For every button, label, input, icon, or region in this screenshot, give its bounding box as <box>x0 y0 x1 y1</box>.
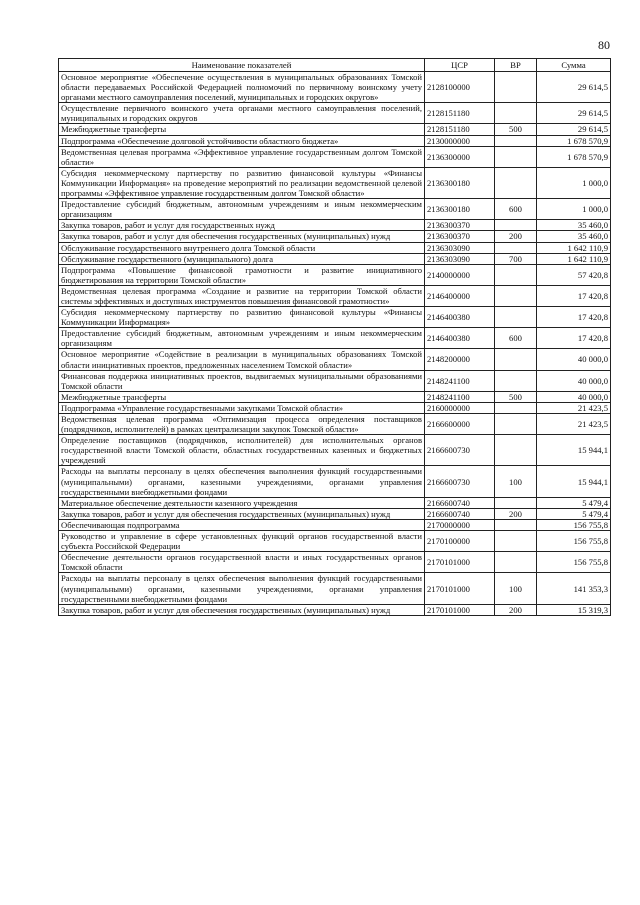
cell-sum: 156 755,8 <box>537 531 611 552</box>
cell-sum: 15 944,1 <box>537 435 611 466</box>
cell-csr: 2136303090 <box>425 253 495 264</box>
cell-csr: 2136300370 <box>425 220 495 231</box>
cell-name: Обслуживание государственного внутреннего долга Томской области <box>59 242 425 253</box>
cell-name: Расходы на выплаты персоналу в целях обеспечения выполнения функций государственными (муниципальными) органами, казенными учреждениями, органами управления государственными внебюджетными фондами <box>59 466 425 497</box>
table-row <box>59 146 611 167</box>
cell-sum: 29 614,5 <box>537 124 611 135</box>
cell-sum: 141 353,3 <box>537 573 611 604</box>
cell-sum: 156 755,8 <box>537 519 611 530</box>
header-csr: ЦСР <box>425 59 495 72</box>
cell-name: Закупка товаров, работ и услуг для государственных нужд <box>59 220 425 231</box>
cell-vr: 600 <box>495 199 537 220</box>
cell-vr <box>495 167 537 198</box>
cell-csr: 2130000000 <box>425 135 495 146</box>
cell-name: Закупка товаров, работ и услуг для обеспечения государственных (муниципальных) нужд <box>59 604 425 615</box>
cell-sum: 17 420,8 <box>537 285 611 306</box>
header-vr: ВР <box>495 59 537 72</box>
table-row <box>59 349 611 370</box>
cell-sum: 35 460,0 <box>537 220 611 231</box>
cell-vr <box>495 135 537 146</box>
cell-vr: 100 <box>495 573 537 604</box>
cell-name: Закупка товаров, работ и услуг для обеспечения государственных (муниципальных) нужд <box>59 508 425 519</box>
cell-csr: 2146400000 <box>425 285 495 306</box>
cell-sum: 57 420,8 <box>537 264 611 285</box>
cell-vr <box>495 349 537 370</box>
cell-sum: 35 460,0 <box>537 231 611 242</box>
table-row <box>59 124 611 135</box>
cell-sum: 17 420,8 <box>537 307 611 328</box>
table-row <box>59 604 611 615</box>
cell-vr: 200 <box>495 231 537 242</box>
cell-csr: 2166600740 <box>425 508 495 519</box>
table-row <box>59 103 611 124</box>
cell-name: Руководство и управление в сфере установленных функций органов государственной власти субъекта Российской Федерации <box>59 531 425 552</box>
cell-csr: 2136300000 <box>425 146 495 167</box>
cell-name: Предоставление субсидий бюджетным, автономным учреждениям и иным некоммерческим организациям <box>59 199 425 220</box>
cell-vr <box>495 414 537 435</box>
table-row <box>59 253 611 264</box>
table-header-row <box>59 59 611 72</box>
cell-vr <box>495 307 537 328</box>
cell-vr <box>495 370 537 391</box>
table-row <box>59 435 611 466</box>
cell-vr <box>495 435 537 466</box>
header-name: Наименование показателей <box>59 59 425 72</box>
cell-csr: 2166600000 <box>425 414 495 435</box>
cell-sum: 40 000,0 <box>537 391 611 402</box>
cell-vr: 500 <box>495 391 537 402</box>
cell-csr: 2166600740 <box>425 497 495 508</box>
table-row <box>59 391 611 402</box>
cell-name: Межбюджетные трансферты <box>59 391 425 402</box>
table-row <box>59 370 611 391</box>
table-row <box>59 231 611 242</box>
cell-csr: 2170100000 <box>425 531 495 552</box>
table-body <box>59 72 611 616</box>
cell-vr: 200 <box>495 604 537 615</box>
cell-csr: 2128151180 <box>425 103 495 124</box>
cell-vr: 200 <box>495 508 537 519</box>
cell-csr: 2148200000 <box>425 349 495 370</box>
cell-csr: 2170101000 <box>425 604 495 615</box>
cell-vr <box>495 552 537 573</box>
cell-csr: 2160000000 <box>425 402 495 413</box>
cell-sum: 1 642 110,9 <box>537 242 611 253</box>
cell-vr <box>495 519 537 530</box>
cell-sum: 29 614,5 <box>537 103 611 124</box>
cell-name: Обеспечивающая подпрограмма <box>59 519 425 530</box>
table-row <box>59 307 611 328</box>
cell-vr: 600 <box>495 328 537 349</box>
cell-name: Предоставление субсидий бюджетным, автономным учреждениям и иным некоммерческим организациям <box>59 328 425 349</box>
cell-csr: 2136300180 <box>425 199 495 220</box>
cell-sum: 40 000,0 <box>537 370 611 391</box>
cell-sum: 1 678 570,9 <box>537 146 611 167</box>
cell-vr <box>495 264 537 285</box>
cell-sum: 40 000,0 <box>537 349 611 370</box>
cell-name: Ведомственная целевая программа «Оптимизация процесса определения поставщиков (подрядчиков, исполнителей) в рамках централизации закупок Томской области» <box>59 414 425 435</box>
cell-vr: 500 <box>495 124 537 135</box>
cell-vr: 100 <box>495 466 537 497</box>
table-row <box>59 508 611 519</box>
table-row <box>59 242 611 253</box>
table-row <box>59 167 611 198</box>
cell-name: Субсидия некоммерческому партнерству по развитию финансовой культуры «Финансы Коммуникации Информация» <box>59 307 425 328</box>
table-row <box>59 519 611 530</box>
cell-name: Межбюджетные трансферты <box>59 124 425 135</box>
cell-sum: 1 000,0 <box>537 199 611 220</box>
cell-name: Подпрограмма «Повышение финансовой грамотности и развитие инициативного бюджетирования на территории Томской области» <box>59 264 425 285</box>
cell-csr: 2128151180 <box>425 124 495 135</box>
table-row <box>59 466 611 497</box>
cell-name: Подпрограмма «Управление государственными закупками Томской области» <box>59 402 425 413</box>
cell-csr: 2170000000 <box>425 519 495 530</box>
cell-csr: 2166600730 <box>425 466 495 497</box>
cell-sum: 5 479,4 <box>537 497 611 508</box>
cell-csr: 2136300370 <box>425 231 495 242</box>
cell-vr <box>495 72 537 103</box>
cell-sum: 29 614,5 <box>537 72 611 103</box>
cell-vr <box>495 497 537 508</box>
cell-csr: 2136300180 <box>425 167 495 198</box>
cell-csr: 2136303090 <box>425 242 495 253</box>
table-row <box>59 552 611 573</box>
cell-name: Закупка товаров, работ и услуг для обеспечения государственных (муниципальных) нужд <box>59 231 425 242</box>
table-row <box>59 135 611 146</box>
table-row <box>59 220 611 231</box>
table-row <box>59 573 611 604</box>
cell-sum: 21 423,5 <box>537 414 611 435</box>
table-row <box>59 402 611 413</box>
table-row <box>59 414 611 435</box>
cell-name: Основное мероприятие «Обеспечение осуществления в муниципальных образованиях Томской области передаваемых Российской Федерацией полномочий по первичному воинскому учету органами местного самоуправления поселений, муниципальных и городских округов» <box>59 72 425 103</box>
cell-csr: 2148241100 <box>425 391 495 402</box>
cell-csr: 2148241100 <box>425 370 495 391</box>
cell-sum: 15 319,3 <box>537 604 611 615</box>
cell-name: Обслуживание государственного (муниципального) долга <box>59 253 425 264</box>
table-row <box>59 199 611 220</box>
table-row <box>59 72 611 103</box>
table-row <box>59 497 611 508</box>
cell-vr <box>495 531 537 552</box>
cell-vr <box>495 220 537 231</box>
cell-sum: 17 420,8 <box>537 328 611 349</box>
cell-sum: 156 755,8 <box>537 552 611 573</box>
page-number: 80 <box>598 38 610 52</box>
cell-sum: 1 000,0 <box>537 167 611 198</box>
cell-csr: 2170101000 <box>425 552 495 573</box>
cell-name: Осуществление первичного воинского учета органами местного самоуправления поселений, муниципальных и городских округов <box>59 103 425 124</box>
cell-name: Ведомственная целевая программа «Создание и развитие на территории Томской области системы эффективных и доступных инструментов повышения финансовой грамотности» <box>59 285 425 306</box>
cell-name: Субсидия некоммерческому партнерству по развитию финансовой культуры «Финансы Коммуникации Информация» на проведение мероприятий по реализации ведомственной целевой программы «Эффективное управление государственным долгом Томской области» <box>59 167 425 198</box>
cell-csr: 2166600730 <box>425 435 495 466</box>
table-row <box>59 328 611 349</box>
cell-sum: 21 423,5 <box>537 402 611 413</box>
cell-vr <box>495 402 537 413</box>
cell-name: Определение поставщиков (подрядчиков, исполнителей) для исполнительных органов государственной власти Томской области, областных государственных казенных и бюджетных учреждений <box>59 435 425 466</box>
table-row <box>59 264 611 285</box>
table-row <box>59 531 611 552</box>
cell-sum: 1 642 110,9 <box>537 253 611 264</box>
cell-csr: 2170101000 <box>425 573 495 604</box>
cell-vr <box>495 103 537 124</box>
header-sum: Сумма <box>537 59 611 72</box>
cell-name: Финансовая поддержка инициативных проектов, выдвигаемых муниципальными образованиями Томской области <box>59 370 425 391</box>
cell-name: Расходы на выплаты персоналу в целях обеспечения выполнения функций государственными (муниципальными) органами, казенными учреждениями, органами управления государственными внебюджетными фондами <box>59 573 425 604</box>
cell-vr <box>495 242 537 253</box>
cell-sum: 5 479,4 <box>537 508 611 519</box>
table-row <box>59 285 611 306</box>
cell-name: Обеспечение деятельности органов государственной власти и иных государственных органов Томской области <box>59 552 425 573</box>
cell-vr <box>495 146 537 167</box>
cell-name: Материальное обеспечение деятельности казенного учреждения <box>59 497 425 508</box>
cell-vr: 700 <box>495 253 537 264</box>
budget-table <box>58 58 611 616</box>
cell-name: Ведомственная целевая программа «Эффективное управление государственным долгом Томской области» <box>59 146 425 167</box>
cell-sum: 1 678 570,9 <box>537 135 611 146</box>
cell-csr: 2140000000 <box>425 264 495 285</box>
cell-csr: 2128100000 <box>425 72 495 103</box>
cell-csr: 2146400380 <box>425 307 495 328</box>
cell-name: Подпрограмма «Обеспечение долговой устойчивости областного бюджета» <box>59 135 425 146</box>
cell-name: Основное мероприятие «Содействие в реализации в муниципальных образованиях Томской области инициативных проектов, предложенных населением Томской области» <box>59 349 425 370</box>
cell-vr <box>495 285 537 306</box>
cell-csr: 2146400380 <box>425 328 495 349</box>
cell-sum: 15 944,1 <box>537 466 611 497</box>
